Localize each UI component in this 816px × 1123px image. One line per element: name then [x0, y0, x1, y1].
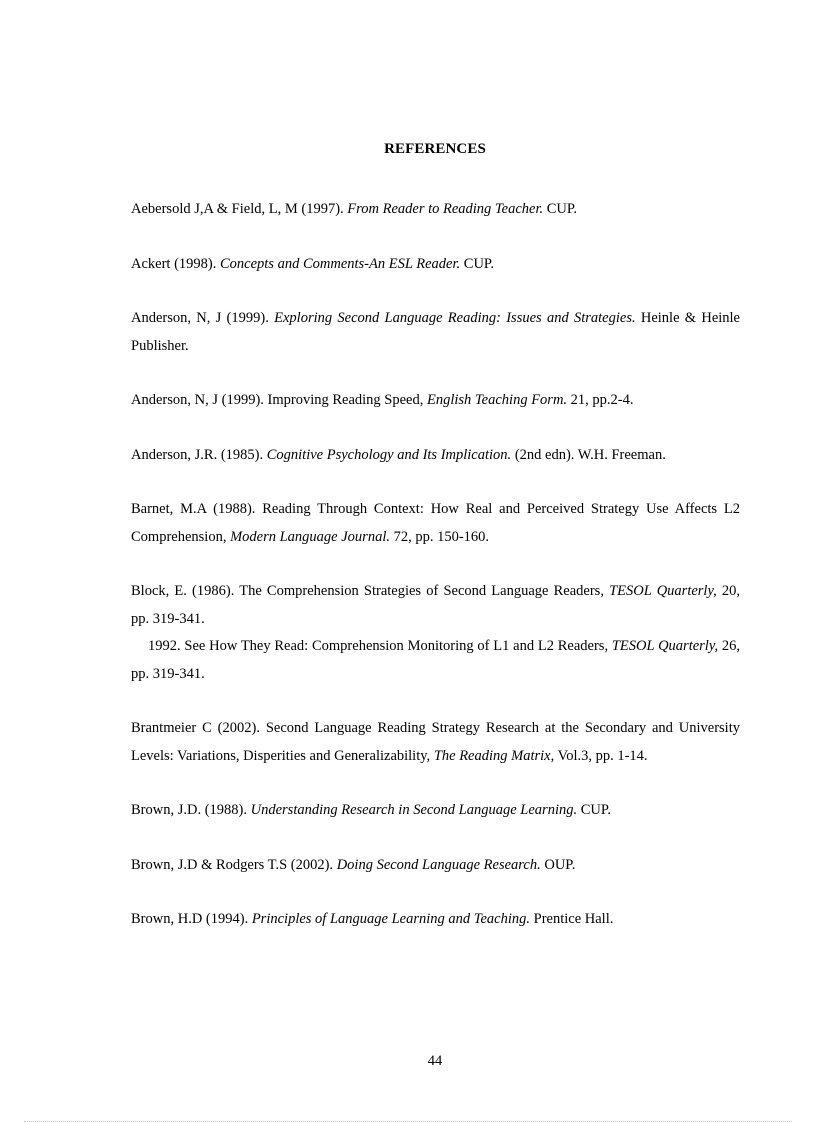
- reference-entry: Brantmeier C (2002). Second Language Reading Strategy Research at the Secondary and University Levels: Variations, Disperities and Generalizability, The Reading Matrix, Vol.3, pp. 1-14.: [131, 720, 740, 764]
- reference-entry: Ackert (1998). Concepts and Comments-An ESL Reader. CUP.: [131, 255, 495, 272]
- reference-entry: Anderson, J.R. (1985). Cognitive Psychology and Its Implication. (2nd edn). W.H. Freeman.: [131, 446, 666, 463]
- reference-entry: Barnet, M.A (1988). Reading Through Context: How Real and Perceived Strategy Use Affects L2 Comprehension, Modern Language Journal. 72, pp. 150-160.: [131, 501, 740, 545]
- page-title: REFERENCES: [384, 141, 486, 157]
- page-bottom-divider: [24, 1121, 792, 1122]
- reference-entry: Brown, H.D (1994). Principles of Language Learning and Teaching. Prentice Hall.: [131, 911, 614, 927]
- reference-entry: Aebersold J,A & Field, L, M (1997). From Reader to Reading Teacher. CUP.: [131, 201, 577, 217]
- reference-list: [131, 196, 740, 961]
- page-number: 44: [427, 1053, 443, 1069]
- reference-entry: Anderson, N, J (1999). Improving Reading Speed, English Teaching Form. 21, pp.2-4.: [131, 392, 634, 408]
- reference-entry: Block, E. (1986). The Comprehension Strategies of Second Language Readers, TESOL Quarterly, 20, pp. 319-341.: [131, 583, 741, 627]
- reference-entry: Brown, J.D. (1988). Understanding Research in Second Language Learning. CUP.: [131, 802, 611, 818]
- reference-entry: Anderson, N, J (1999). Exploring Second Language Reading: Issues and Strategies. Heinle & Heinle Publisher.: [131, 310, 740, 354]
- reference-entry-group: [131, 578, 740, 688]
- reference-entry-continued: 1992. See How They Read: Comprehension Monitoring of L1 and L2 Readers, TESOL Quarterly, 26, pp. 319-341.: [131, 638, 740, 682]
- reference-entry: Brown, J.D & Rodgers T.S (2002). Doing Second Language Research. OUP.: [131, 856, 576, 873]
